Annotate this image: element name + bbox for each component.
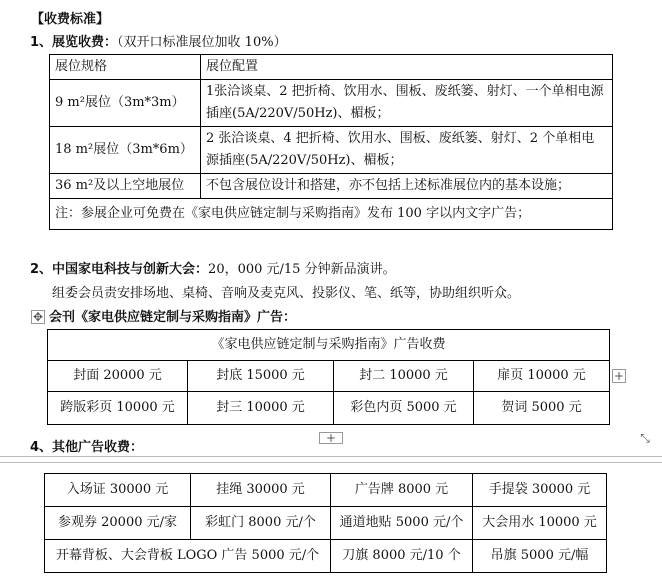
booth-config-cell: 不包含展位设计和搭建，亦不包括上述标准展位内的基本设施； — [201, 174, 613, 199]
page-title: 【收费标准】 — [31, 12, 110, 27]
section2-label: 2、中国家电科技与创新大会： — [30, 262, 209, 277]
table-header-row — [50, 55, 613, 80]
table-row — [45, 474, 607, 507]
ad-price-cell: 吊旗 5000 元/幅 — [473, 540, 607, 573]
table-row — [48, 392, 610, 425]
booth-spec-cell: 9 m²展位（3m*3m） — [50, 80, 201, 127]
table-footnote-row — [50, 199, 613, 230]
page-break-line — [0, 462, 662, 463]
ad-price-cell: 开幕背板、大会背板 LOGO 广告 5000 元/个 — [45, 540, 331, 573]
ad-price-cell: 广告牌 8000 元 — [331, 474, 473, 507]
table-row — [45, 540, 607, 573]
ad-price-cell: 刀旗 8000 元/10 个 — [331, 540, 473, 573]
booth-config-cell: 1张洽谈桌、2 把折椅、饮用水、围板、废纸篓、射灯、一个单相电源插座(5A/220V/50Hz)、楣板； — [201, 80, 613, 127]
section1-label: 1、展览收费： — [30, 35, 118, 50]
ad-price-cell: 彩色内页 5000 元 — [334, 392, 474, 425]
journal-ad-table — [47, 329, 610, 425]
table-row — [50, 174, 613, 199]
table-row — [45, 507, 607, 540]
header-booth-spec: 展位规格 — [50, 55, 201, 80]
ad-price-cell: 封面 20000 元 — [48, 361, 188, 392]
ad-price-cell: 通道地贴 5000 元/个 — [331, 507, 473, 540]
ad-price-cell: 扉页 10000 元 — [474, 361, 610, 392]
table-footnote: 注：参展企业可免费在《家电供应链定制与采购指南》发布 100 字以内文字广告； — [50, 199, 613, 230]
table-resize-handle-icon[interactable]: ⤡ — [640, 431, 650, 445]
section2-price: 20，000 元/15 分钟新品演讲。 — [208, 262, 396, 277]
page-break-line — [0, 456, 662, 457]
ad-price-cell: 封二 10000 元 — [334, 361, 474, 392]
section4-heading: 4、其他广告收费： — [30, 440, 144, 455]
table-move-handle-icon[interactable]: ✥ — [32, 310, 44, 324]
exhibition-fee-table — [49, 54, 613, 230]
section1-note: （双开口标准展位加收 10%） — [117, 35, 287, 50]
booth-spec-cell: 18 m²展位（3m*6m） — [50, 127, 201, 174]
ad-price-cell: 彩虹门 8000 元/个 — [191, 507, 331, 540]
booth-config-cell: 2 张洽谈桌、4 把折椅、饮用水、围板、废纸篓、射灯、2 个单相电源插座(5A/220V/50Hz)、楣板； — [201, 127, 613, 174]
other-ad-table — [44, 473, 607, 573]
ad-price-cell: 贺词 5000 元 — [474, 392, 610, 425]
section2-heading — [30, 258, 396, 277]
booth-spec-cell: 36 m²及以上空地展位 — [50, 174, 201, 199]
add-row-button[interactable]: + — [319, 432, 343, 444]
table-row — [50, 80, 613, 127]
ad-price-cell: 跨版彩页 10000 元 — [48, 392, 188, 425]
ad-price-cell: 入场证 30000 元 — [45, 474, 191, 507]
section1-heading — [30, 31, 287, 50]
ad-price-cell: 封底 15000 元 — [188, 361, 334, 392]
ad-price-cell: 手提袋 30000 元 — [473, 474, 607, 507]
add-column-button[interactable]: + — [613, 369, 625, 383]
ad-price-cell: 参观券 20000 元/家 — [45, 507, 191, 540]
ad-price-cell: 大会用水 10000 元 — [473, 507, 607, 540]
ad-price-cell: 挂绳 30000 元 — [191, 474, 331, 507]
table-row — [48, 361, 610, 392]
section2-description: 组委会员责安排场地、桌椅、音响及麦克风、投影仪、笔、纸等，协助组织听众。 — [52, 286, 521, 301]
header-booth-config: 展位配置 — [201, 55, 613, 80]
section3-heading: 会刊《家电供应链定制与采购指南》广告： — [49, 310, 297, 325]
table-row — [50, 127, 613, 174]
journal-ad-table-title: 《家电供应链定制与采购指南》广告收费 — [48, 330, 610, 361]
ad-price-cell: 封三 10000 元 — [188, 392, 334, 425]
